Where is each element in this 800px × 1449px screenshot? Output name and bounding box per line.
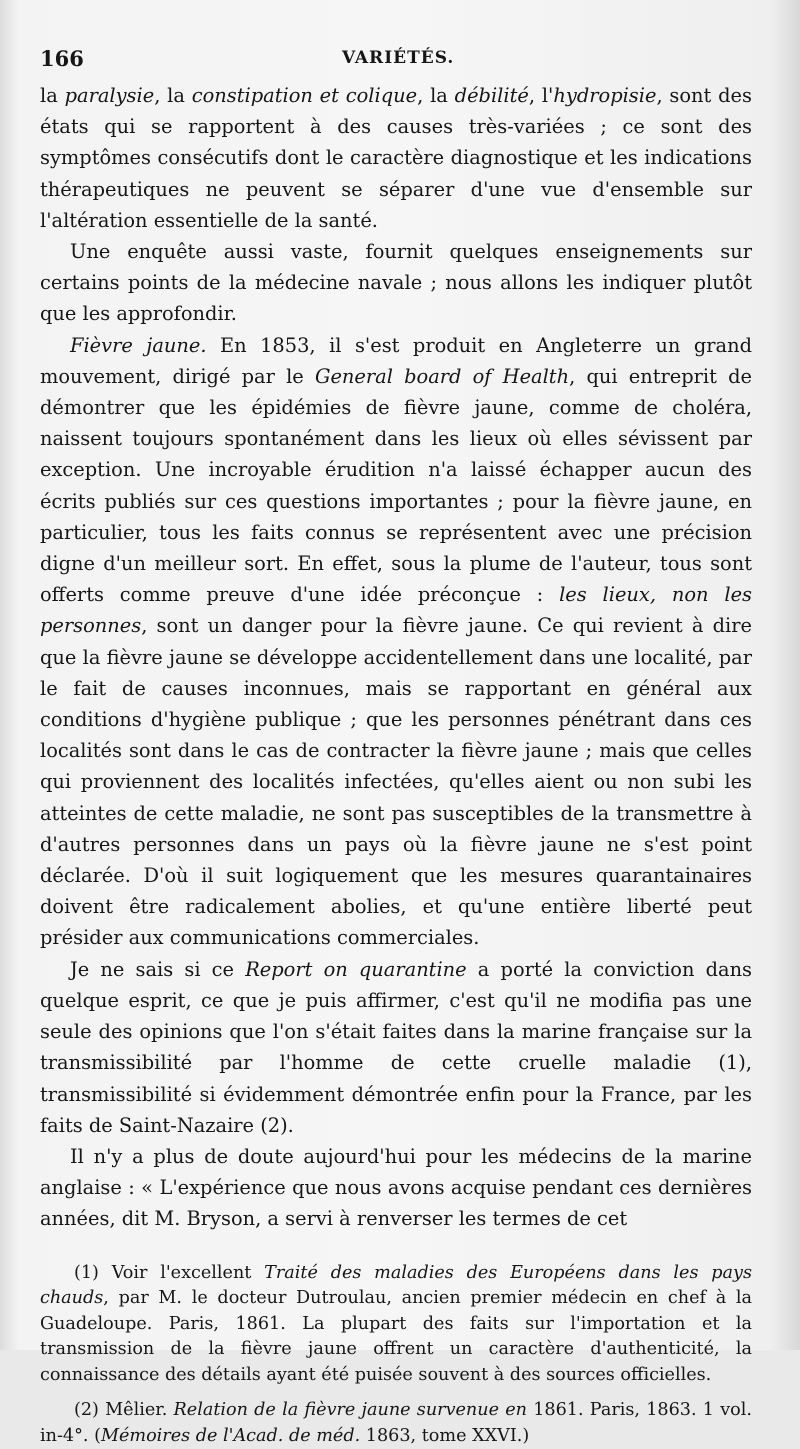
text-run: Je ne sais si ce <box>70 957 246 981</box>
italic-run: les lieux, non les personnes <box>40 583 752 638</box>
text-run: 1863, tome XXVI.) <box>360 1425 530 1446</box>
text-run: , la <box>417 84 455 107</box>
footnote-2 <box>40 1398 752 1449</box>
running-head <box>40 42 752 80</box>
footnote-1 <box>40 1261 752 1389</box>
text-run: la <box>40 84 65 107</box>
italic-run: Report on quarantine <box>245 957 467 981</box>
text-run: , sont un danger pour la fièvre jaune. Ce qui revient à dire que la fièvre jaune se développe accidentellement dans une localité, par le fait de causes inconnues, mais se rapportant en général aux conditions d'hygiène publique ; que les personnes pénétrant dans ces localités sont dans le cas de contracter la fièvre jaune ; mais que celles qui proviennent des localités infectées, qu'elles aient ou non subi les atteintes de cette maladie, ne sont pas susceptibles de la transmettre à d'autres personnes dans un pays où la fièvre jaune ne s'est point déclarée. D'où il suit logiquement que les mesures quarantainaires doivent être radicalement abolies, et qu'une entière liberté peut présider aux communications commerciales. <box>40 614 752 950</box>
paragraph-enquete <box>40 236 752 330</box>
text-run: , qui entreprit de démontrer que les épidémies de fièvre jaune, comme de choléra, naissent toujours spontanément dans les lieux où elles sévissent par exception. Une incroyable érudition n'a laissé échapper aucun des écrits publiés sur ces questions importantes ; pour la fièvre jaune, en particulier, tous les faits connus se représentent avec une précision digne d'un meilleur sort. En effet, sous la plume de l'auteur, tous sont offerts comme preuve d'une idée préconçue : <box>40 364 752 607</box>
italic-run: hydropisie <box>553 84 657 107</box>
italic-run: Mémoires de l'Acad. de méd. <box>100 1425 361 1446</box>
italic-run: General board of Health <box>314 364 570 388</box>
text-run: , la <box>154 84 192 107</box>
paragraph-fievre-jaune <box>40 330 752 954</box>
text-run: En 1853, il s'est produit en Angleterre un grand mouvement, dirigé par le <box>40 333 752 388</box>
text-run: 1861. Paris, 1863. 1 vol. in-4°. ( <box>40 1400 752 1446</box>
text-run: , l' <box>528 84 554 107</box>
text-run: , sont des états qui se rapportent à des causes très-variées ; ce sont des symptômes consécutifs dont le caractère diagnostique et les indications thérapeutiques ne peuvent se séparer d'une vue d'ensemble sur l'altération essentielle de la santé. <box>40 84 752 232</box>
paragraph-marine-anglaise <box>40 1141 752 1235</box>
section-title: VARIÉTÉS. <box>342 48 455 68</box>
paragraph-report-quarantine <box>40 954 752 1141</box>
body-text <box>40 80 752 1235</box>
text-run: Il n'y a plus de doute aujourd'hui pour les médecins de la marine anglaise : « L'expérience que nous avons acquise pendant ces dernières années, dit M. Bryson, a servi à renverser les termes de cet <box>40 1144 752 1231</box>
paragraph-symptoms <box>40 80 752 236</box>
footnotes <box>40 1261 752 1449</box>
text-run: , par M. le docteur Dutroulau, ancien premier médecin en chef à la Guadeloupe. Paris, 1861. La plupart des faits sur l'importation et la transmission de la fièvre jaune offrent un caractère d'authenticité, la connaissance des détails ayant été puisée souvent à des sources officielles. <box>40 1288 752 1385</box>
text-run: a porté la conviction dans quelque esprit, ce que je puis affirmer, c'est qu'il ne modifia pas une seule des opinions que l'on s'était faites dans la marine française sur la transmissibilité par l'homme de cette cruelle maladie (1), transmissibilité si évidemment démontrée enfin pour la France, par les faits de Saint-Nazaire (2). <box>40 957 753 1137</box>
italic-run: constipation et colique <box>191 84 418 107</box>
text-run: (1) Voir l'excellent <box>74 1262 265 1283</box>
text-run: (2) Mêlier. <box>74 1400 174 1421</box>
italic-run: débilité <box>454 84 529 107</box>
italic-run: Relation de la fièvre jaune survenue en <box>173 1400 527 1421</box>
page-number: 166 <box>40 46 84 71</box>
italic-run: paralysie <box>64 84 155 107</box>
footnote-separator <box>40 1388 752 1398</box>
text-run: Une enquête aussi vaste, fournit quelques enseignements sur certains points de la médecine navale ; nous allons les indiquer plutôt que les approfondir. <box>40 240 752 326</box>
italic-run: Traité des maladies des Européens dans les pays chauds <box>40 1262 752 1309</box>
italic-run: Fièvre jaune. <box>70 333 207 357</box>
